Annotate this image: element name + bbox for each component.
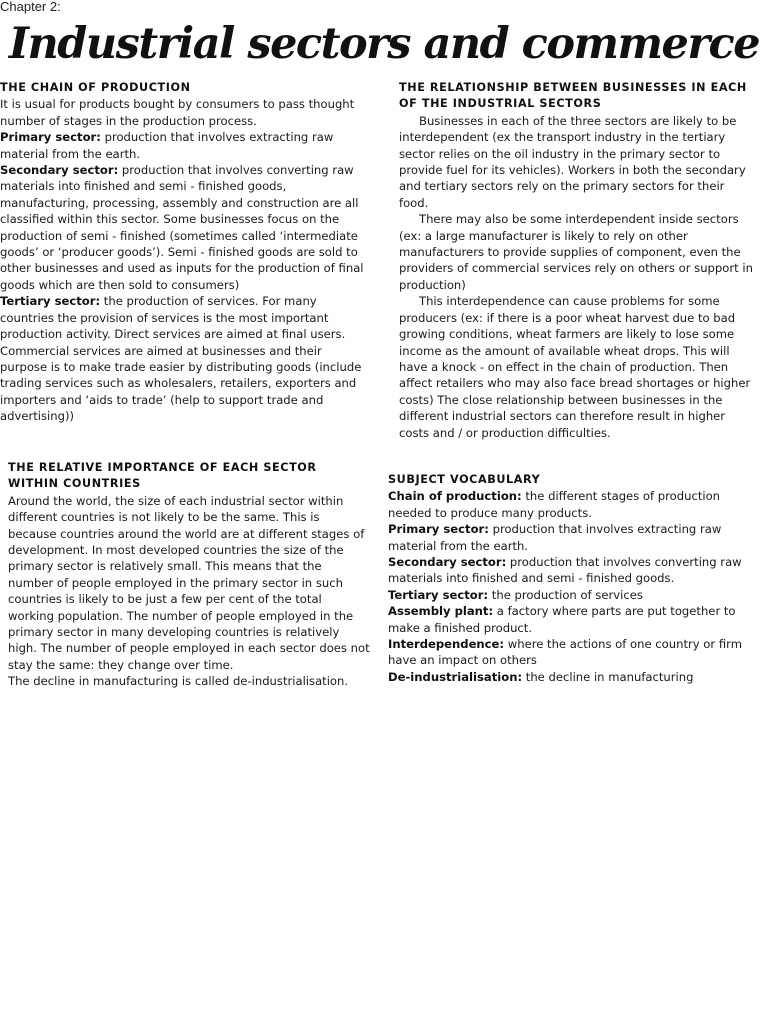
vocabulary-item: [388, 587, 758, 603]
vocabulary-term: Interdependence:: [388, 637, 505, 652]
tertiary-sector-term: Tertiary sector:: [0, 294, 101, 309]
vocabulary-item: [388, 554, 758, 587]
vocabulary-item: [388, 669, 758, 685]
secondary-sector-text: production that involves converting raw materials into finished and semi - finished goods, manufacturing, processing, assembly and construction are all classified within this sector. Some businesses focus on the production of semi - finished (sometimes called ‘intermediate goods’ or ‘producer goods’). Semi - finished goods are sold to other businesses and used as inputs for the production of final goods which are then sold to consumers): [0, 163, 364, 292]
chain-intro-text: It is usual for products bought by consumers to pass thought number of stages in the production process.: [0, 97, 355, 128]
vocabulary-term: Secondary sector:: [388, 555, 507, 570]
relative-importance-heading: THE RELATIVE IMPORTANCE OF EACH SECTOR WITHIN COUNTRIES: [8, 461, 317, 491]
vocabulary-item: [388, 636, 758, 669]
vocabulary-item: [388, 603, 758, 636]
relationship-paragraph-1: Businesses in each of the three sectors are likely to be interdependent (ex the transport industry in the tertiary sector relies on the oil industry in the primary sector to provide fuel for its vehicles). Workers in both the secondary and tertiary sectors rely on the primary sectors for their food.: [399, 113, 746, 210]
vocabulary-definition: a factory where parts are put together to make a finished product.: [388, 604, 736, 635]
vocabulary-definition: the decline in manufacturing: [522, 669, 694, 684]
primary-sector-paragraph: [0, 129, 368, 162]
vocabulary-term: Tertiary sector:: [388, 587, 489, 602]
secondary-sector-term: Secondary sector:: [0, 163, 119, 178]
vocabulary-definition: production that involves converting raw materials into finished and semi - finished goods.: [388, 555, 742, 586]
vocabulary-item: [388, 521, 758, 554]
tertiary-sector-text: the production of services. For many countries the provision of services is the most important production activity. Direct services are aimed at final users. Commercial services are aimed at businesses and their purpose is to make trade easier by distributing goods (include trading services such as wholesalers, retailers, exporters and importers and ‘aids to trade’ (help to support trade and advertising)): [0, 294, 362, 424]
relationship-paragraph-2: There may also be some interdependent inside sectors (ex: a large manufacturer is likely to rely on other manufacturers to provide supplies of component, even the providers of commercial services rely on others or support in production): [399, 212, 753, 292]
vocabulary-definition: where the actions of one country or firm have an impact on others: [388, 637, 743, 668]
vocabulary-heading: SUBJECT VOCABULARY: [388, 473, 541, 486]
relative-importance-body: Around the world, the size of each industrial sector within different countries is not likely to be the same. This is because countries around the world are at different stages of development. In most developed countries the size of the primary sector is relatively small. This means that the number of people employed in the primary sector in such countries is likely to be just a few per cent of the total working population. The number of people employed in the primary sector in many developing countries is relatively high. The number of people employed in each sector does not stay the same: they change over time.: [8, 493, 370, 672]
deindustrialisation-note: The decline in manufacturing is called de-industrialisation.: [8, 674, 349, 689]
vocabulary-item: [388, 488, 758, 521]
relative-importance-section: [8, 460, 370, 690]
relationship-heading: THE RELATIONSHIP BETWEEN BUSINESSES IN EACH OF THE INDUSTRIAL SECTORS: [399, 81, 747, 111]
vocabulary-term: Assembly plant:: [388, 604, 494, 619]
vocabulary-term: De-industrialisation:: [388, 669, 523, 684]
chain-of-production-section: [0, 80, 368, 425]
chain-of-production-heading: THE CHAIN OF PRODUCTION: [0, 81, 191, 94]
vocabulary-definition: the production of services: [488, 587, 643, 602]
primary-sector-term: Primary sector:: [0, 130, 101, 145]
vocabulary-definition: production that involves extracting raw material from the earth.: [388, 522, 722, 553]
relationship-paragraph-3: This interdependence can cause problems for some producers (ex: if there is a poor wheat harvest due to bad growing conditions, wheat farmers are likely to lose some income as the amount of available wheat drops. This will have a knock - on effect in the chain of production. Then affect retailers who may also face bread shortages or higher costs) The close relationship between businesses in the different industrial sectors can therefore result in higher costs and / or production difficulties.: [399, 294, 751, 440]
vocabulary-section: [388, 472, 758, 685]
tertiary-sector-paragraph: [0, 293, 368, 424]
vocabulary-term: Primary sector:: [388, 522, 489, 537]
secondary-sector-paragraph: [0, 162, 368, 293]
page-title: Industrial sectors and commerce: [8, 19, 760, 69]
primary-sector-text: production that involves extracting raw material from the earth.: [0, 130, 334, 161]
relationship-section: [399, 80, 756, 441]
vocabulary-definition: the different stages of production needed to produce many products.: [388, 489, 721, 520]
chapter-label: Chapter 2:: [0, 0, 61, 14]
vocabulary-term: Chain of production:: [388, 489, 522, 504]
